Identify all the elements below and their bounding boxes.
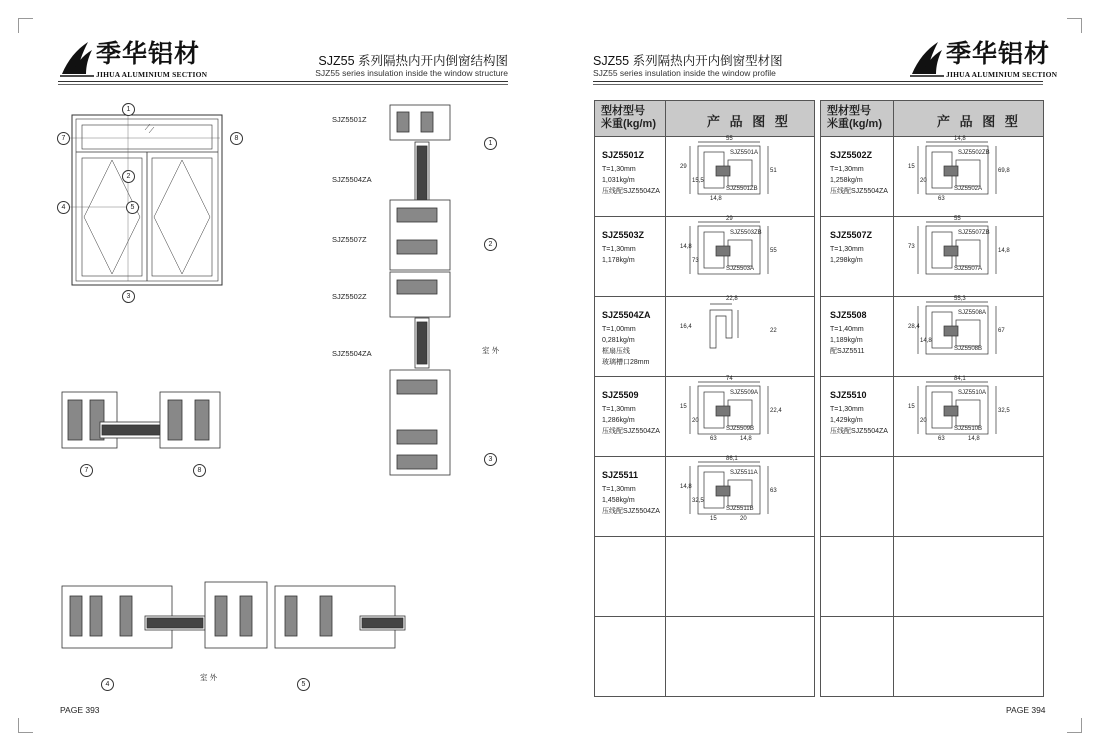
profile-code: SJZ5503Z — [602, 230, 645, 240]
profile-label: SJZ5507Z — [332, 235, 367, 244]
profile-spec-line: T=1,30mm — [830, 166, 864, 173]
page-title: SJZ55 系列隔热内开内倒窗结构图 — [318, 54, 508, 68]
part-label: SJZ5510A — [958, 390, 987, 396]
brand-name-en: JIHUA ALUMINIUM SECTION — [96, 70, 208, 79]
brand-name-en: JIHUA ALUMINIUM SECTION — [946, 70, 1058, 79]
profile-spec-line: T=1,30mm — [602, 406, 636, 413]
dimension-label: 51 — [770, 168, 777, 174]
dimension-label: 55 — [770, 248, 777, 254]
dimension-label: 55 — [954, 216, 961, 222]
profile-spec-line: 压线配SJZ5504ZA — [830, 188, 888, 195]
profile-drawing — [898, 298, 1038, 366]
profile-code: SJZ5510 — [830, 390, 867, 400]
profile-spec — [830, 244, 864, 266]
part-label: SJZ5509A — [730, 390, 759, 396]
callout-3: 3 — [122, 290, 135, 303]
dimension-label: 20 — [740, 516, 747, 522]
callout-7-section: 7 — [80, 464, 93, 477]
header-rule — [58, 81, 508, 82]
profile-spec-line: T=1,30mm — [830, 406, 864, 413]
callout-4-section: 4 — [101, 678, 114, 691]
dimension-label: 14,8 — [680, 484, 692, 490]
dimension-label: 73 — [692, 258, 699, 264]
dimension-label: 55 — [726, 136, 733, 142]
part-label: SJZ5509B — [726, 426, 755, 432]
dimension-label: 14,8 — [740, 436, 752, 442]
part-label: SJZ5511B — [726, 506, 754, 512]
profile-spec — [602, 164, 660, 197]
right-page — [550, 0, 1100, 750]
logo-mark-icon — [908, 40, 946, 78]
profile-spec-line: 1,031kg/m — [602, 177, 635, 184]
dimension-label: 55,3 — [954, 296, 966, 302]
callout-4: 4 — [57, 201, 70, 214]
profile-spec-line: 压线配SJZ5504ZA — [830, 428, 888, 435]
crop-mark — [1067, 718, 1082, 733]
brand-name-cn: 季华铝材 — [96, 39, 201, 68]
profile-spec-line: 配SJZ5511 — [830, 348, 865, 355]
profile-drawing — [670, 218, 810, 286]
dimension-label: 22,8 — [726, 296, 738, 302]
dimension-label: 15 — [908, 164, 915, 170]
dimension-label: 63 — [770, 488, 777, 494]
profile-drawing — [898, 218, 1038, 286]
page-subtitle: SJZ55 series insulation inside the window structure — [315, 68, 508, 78]
profile-spec-line: 1,178kg/m — [602, 257, 635, 264]
profile-label: SJZ5504ZA — [332, 349, 372, 358]
dimension-label: 14,8 — [680, 244, 692, 250]
part-label: SJZ5501ZB — [726, 186, 758, 192]
profile-drawing — [670, 378, 810, 446]
dimension-label: 32,5 — [692, 498, 704, 504]
profile-code: SJZ5501Z — [602, 150, 645, 160]
callout-7: 7 — [57, 132, 70, 145]
dimension-label: 20 — [920, 418, 927, 424]
profile-spec — [602, 244, 636, 266]
profile-spec-line: 1,286kg/m — [602, 417, 635, 424]
section-number-2: 2 — [484, 238, 497, 251]
section-4-5-drawing — [60, 578, 415, 653]
dimension-label: 22,4 — [770, 408, 782, 414]
dimension-label: 28,4 — [908, 324, 920, 330]
part-label: SJZ5502A — [954, 186, 983, 192]
section-number-1: 1 — [484, 137, 497, 150]
table-header — [821, 101, 1043, 137]
crop-mark — [1067, 18, 1082, 33]
profile-spec-line: T=1,00mm — [602, 326, 636, 333]
dimension-label: 14,8 — [920, 338, 932, 344]
callout-5: 5 — [126, 201, 139, 214]
dimension-label: 63 — [938, 196, 945, 202]
profile-code: SJZ5502Z — [830, 150, 873, 160]
profile-spec-line: 1,298kg/m — [830, 257, 863, 264]
header-code-col: 型材型号 米重(kg/m) — [601, 105, 656, 130]
dimension-label: 14,8 — [954, 136, 966, 142]
callout-8-section: 8 — [193, 464, 206, 477]
profile-spec-line: 压线配SJZ5504ZA — [602, 188, 660, 195]
dimension-label: 69,8 — [998, 168, 1010, 174]
brand-name-cn: 季华铝材 — [946, 39, 1051, 68]
crop-mark — [18, 18, 33, 33]
profile-spec-line: T=1,30mm — [602, 246, 636, 253]
section-number-3: 3 — [484, 453, 497, 466]
dimension-label: 63 — [710, 436, 717, 442]
dimension-label: 15 — [680, 404, 687, 410]
dimension-label: 29 — [726, 216, 733, 222]
profile-code: SJZ5509 — [602, 390, 639, 400]
dimension-label: 32,5 — [998, 408, 1010, 414]
profile-spec-line: 1,429kg/m — [830, 417, 863, 424]
dimension-label: 15 — [710, 516, 717, 522]
profile-code: SJZ5504ZA — [602, 310, 651, 320]
profile-spec-line: T=1,30mm — [602, 166, 636, 173]
profile-spec-line: 0,281kg/m — [602, 337, 635, 344]
profile-label: SJZ5502Z — [332, 292, 367, 301]
profile-spec-line: 压线配SJZ5504ZA — [602, 508, 660, 515]
part-label: SJZ5510B — [954, 426, 983, 432]
exterior-label: 室 外 — [200, 673, 218, 682]
profile-drawing — [898, 138, 1038, 206]
callout-2: 2 — [122, 170, 135, 183]
dimension-label: 20 — [692, 418, 699, 424]
dimension-label: 14,8 — [968, 436, 980, 442]
part-label: SJZ5503A — [726, 266, 755, 272]
header-drawing-col: 产 品 图 型 — [707, 114, 791, 129]
profile-spec-line: 1,189kg/m — [830, 337, 863, 344]
profile-spec — [602, 324, 649, 368]
logo-mark-icon — [58, 40, 96, 78]
profile-spec-line: T=1,40mm — [830, 326, 864, 333]
dimension-label: 29 — [680, 164, 687, 170]
profile-spec-line: 玻璃槽口28mm — [602, 359, 650, 366]
crop-mark — [18, 718, 33, 733]
profile-spec-line: T=1,30mm — [830, 246, 864, 253]
dimension-label: 67 — [998, 328, 1005, 334]
profile-spec-line: 压线配SJZ5504ZA — [602, 428, 660, 435]
part-label: SJZ5502ZB — [958, 150, 990, 156]
profile-spec — [830, 404, 888, 437]
window-elevation-drawing — [60, 100, 240, 310]
dimension-label: 14,8 — [710, 196, 722, 202]
profile-spec-line: T=1,30mm — [602, 486, 636, 493]
dimension-label: 84,1 — [954, 376, 966, 382]
profile-spec-line: 框扇压线 — [602, 348, 630, 355]
profile-spec — [830, 164, 888, 197]
header-rule — [593, 81, 1043, 82]
header-rule-thin — [593, 84, 1043, 85]
exterior-label: 室 外 — [482, 346, 500, 355]
part-label: SJZ5511A — [730, 470, 758, 476]
dimension-label: 15,5 — [692, 178, 704, 184]
profile-code: SJZ5507Z — [830, 230, 873, 240]
dimension-label: 15 — [908, 404, 915, 410]
part-label: SJZ5503ZB — [730, 230, 762, 236]
part-label: SJZ5507A — [954, 266, 983, 272]
dimension-label: 63 — [938, 436, 945, 442]
callout-1: 1 — [122, 103, 135, 116]
dimension-label: 16,4 — [680, 324, 692, 330]
page-subtitle: SJZ55 series insulation inside the window profile — [593, 68, 776, 78]
profile-label: SJZ5501Z — [332, 115, 367, 124]
callout-8: 8 — [230, 132, 243, 145]
table-header — [595, 101, 814, 137]
dimension-label: 73 — [908, 244, 915, 250]
dimension-label: 74 — [726, 376, 733, 382]
brand-logo — [58, 40, 207, 79]
dimension-label: 14,8 — [998, 248, 1010, 254]
callout-5-section: 5 — [297, 678, 310, 691]
part-label: SJZ5501A — [730, 150, 759, 156]
profile-code: SJZ5511 — [602, 470, 639, 480]
page-number: PAGE 393 — [60, 705, 100, 715]
profile-drawing — [670, 138, 810, 206]
profile-code: SJZ5508 — [830, 310, 867, 320]
profile-spec — [830, 324, 865, 357]
header-code-col: 型材型号 米重(kg/m) — [827, 105, 882, 130]
profile-spec-line: 1,458kg/m — [602, 497, 635, 504]
header-rule-thin — [58, 84, 508, 85]
profile-label: SJZ5504ZA — [332, 175, 372, 184]
dimension-label: 86,1 — [726, 456, 738, 462]
profile-spec-line: 1,258kg/m — [830, 177, 863, 184]
profile-spec — [602, 404, 660, 437]
vertical-section-drawing — [385, 100, 460, 480]
page-title: SJZ55 系列隔热内开内倒窗型材图 — [593, 54, 783, 68]
dimension-label: 22 — [770, 328, 777, 334]
profile-drawing — [670, 298, 810, 366]
profile-drawing — [898, 378, 1038, 446]
dimension-label: 20 — [920, 178, 927, 184]
header-drawing-col: 产 品 图 型 — [937, 114, 1021, 129]
part-label: SJZ5508A — [958, 310, 987, 316]
section-7-8-drawing — [60, 390, 225, 455]
profile-drawing — [670, 458, 810, 526]
page-number: PAGE 394 — [1006, 705, 1046, 715]
part-label: SJZ5507ZB — [958, 230, 990, 236]
brand-logo — [908, 40, 1057, 79]
part-label: SJZ5508B — [954, 346, 983, 352]
profile-spec — [602, 484, 660, 517]
